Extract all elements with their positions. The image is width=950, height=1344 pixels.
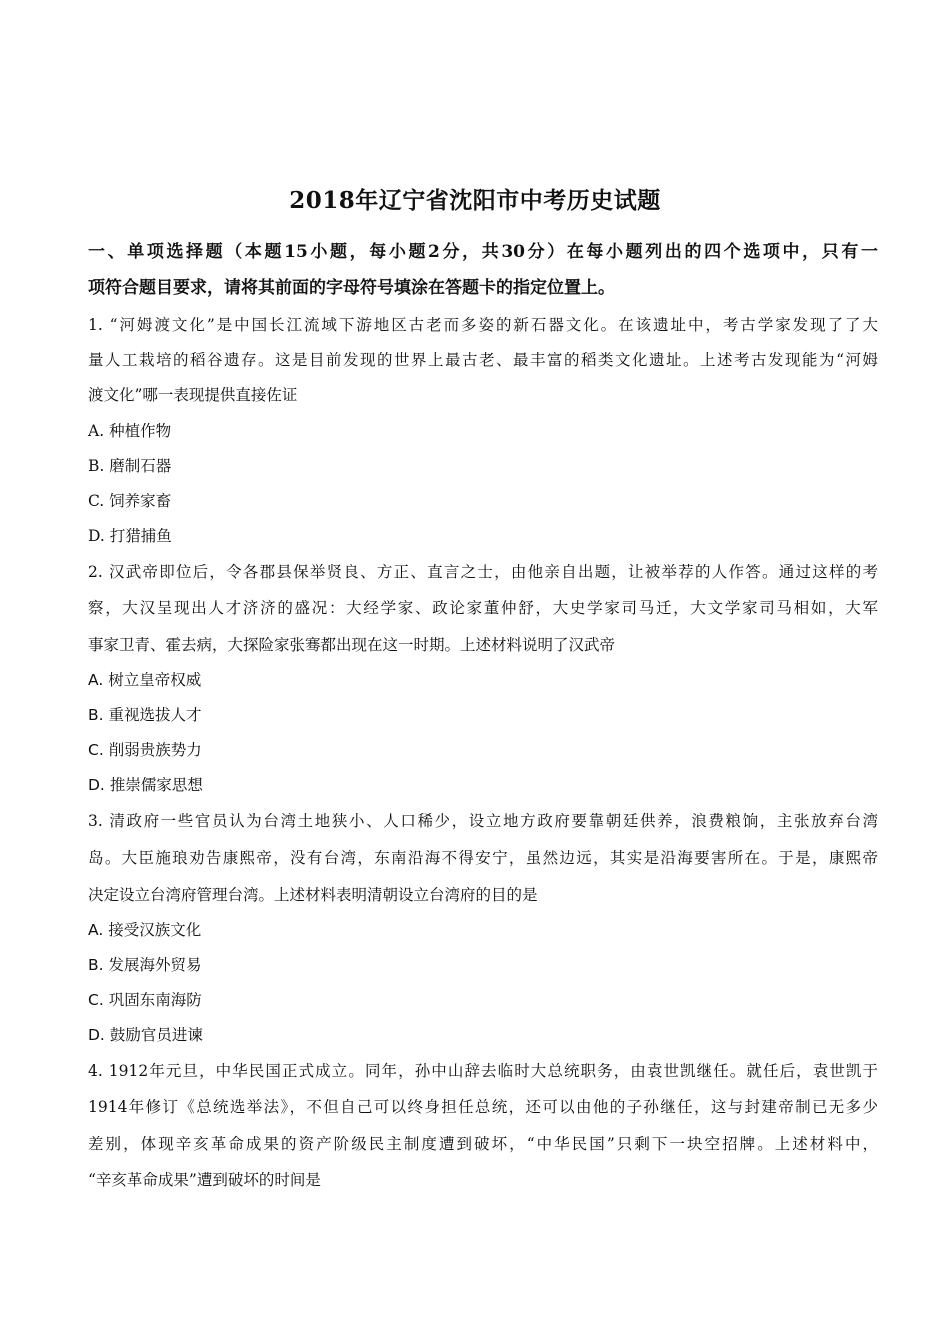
question-text-line: 察，大汉呈现出人才济济的盛况：大经学家、政论家董仲舒，大史学家司马迁，大文学家司马相如，大军 <box>88 599 878 617</box>
option-letter: B. <box>88 706 104 724</box>
question-text-line: “辛亥革命成果”遭到破坏的时间是 <box>88 1171 321 1189</box>
section-instruction-line-2: 项符合题目要求，请将其前面的字母符号填涂在答题卡的指定位置上。 <box>88 278 615 298</box>
option-letter: C. <box>88 991 104 1009</box>
option-text: 种植作物 <box>109 422 172 440</box>
option-b <box>88 449 171 483</box>
option-letter: A. <box>88 671 104 689</box>
question-text-line: 1. “河姆渡文化”是中国长江流域下游地区古老而多姿的新石器文化。在该遗址中，考古学家发现了了大 <box>88 316 878 334</box>
question-text-line: 岛。大臣施琅劝告康熙帝，没有台湾，东南沿海不得安宁，虽然边远，其实是沿海要害所在。于是，康熙帝 <box>88 849 878 867</box>
question-text-line: 3. 清政府一些官员认为台湾土地狭小、人口稀少，设立地方政府要靠朝廷供养，浪费粮饷，主张放弃台湾 <box>88 812 878 830</box>
section-instruction-line-1: 一、单项选择题（本题15小题，每小题2分，共30分）在每小题列出的四个选项中，只有一 <box>88 242 878 262</box>
option-d <box>88 1018 203 1052</box>
option-text: 树立皇帝权威 <box>108 671 202 689</box>
option-letter: A. <box>88 422 105 440</box>
question-text-line: 1914年修订《总统选举法》，不但自己可以终身担任总统，还可以由他的子孙继任，这与封建帝制已无多少 <box>88 1098 878 1116</box>
option-a <box>88 913 201 947</box>
option-a <box>88 414 171 448</box>
option-text: 削弱贵族势力 <box>108 741 202 759</box>
option-c <box>88 733 202 767</box>
option-d <box>88 519 172 553</box>
option-text: 发展海外贸易 <box>108 956 202 974</box>
question-text-line: 差别，体现辛亥革命成果的资产阶级民主制度遭到破坏，“中华民国”只剩下一块空招牌。上述材料中， <box>88 1135 878 1153</box>
option-b <box>88 948 202 982</box>
option-letter: B. <box>88 457 105 475</box>
page-title: 2018年辽宁省沈阳市中考历史试题 <box>289 187 661 214</box>
question-text-line: 事家卫青、霍去病，大探险家张骞都出现在这一时期。上述材料说明了汉武帝 <box>88 636 616 654</box>
option-letter: B. <box>88 956 104 974</box>
option-c <box>88 484 171 518</box>
option-c <box>88 983 202 1017</box>
option-text: 打猎捕鱼 <box>109 527 172 545</box>
option-letter: D. <box>88 1026 105 1044</box>
option-letter: A. <box>88 921 104 939</box>
question-text-line: 决定设立台湾府管理台湾。上述材料表明清朝设立台湾府的目的是 <box>88 886 538 904</box>
question-text-line: 渡文化”哪一表现提供直接佐证 <box>88 386 298 404</box>
question-text-line: 2. 汉武帝即位后，令各郡县保举贤良、方正、直言之士，由他亲自出题，让被举荐的人作答。通过这样的考 <box>88 563 878 581</box>
option-letter: D. <box>88 776 105 794</box>
option-text: 巩固东南海防 <box>108 991 202 1009</box>
option-b <box>88 698 202 732</box>
question-text-line: 4. 1912年元旦，中华民国正式成立。同年，孙中山辞去临时大总统职务，由袁世凯继任。就任后，袁世凯于 <box>88 1062 878 1080</box>
option-text: 接受汉族文化 <box>108 921 202 939</box>
option-text: 磨制石器 <box>109 457 172 475</box>
option-text: 重视选拔人才 <box>108 706 202 724</box>
option-letter: C. <box>88 741 104 759</box>
option-d <box>88 768 203 802</box>
option-text: 饲养家畜 <box>109 492 172 510</box>
question-text-line: 量人工栽培的稻谷遗存。这是目前发现的世界上最古老、最丰富的稻类文化遗址。上述考古发现能为“河姆 <box>88 351 878 369</box>
option-letter: C. <box>88 492 105 510</box>
option-letter: D. <box>88 527 105 545</box>
option-text: 鼓励官员进谏 <box>109 1026 203 1044</box>
option-text: 推崇儒家思想 <box>109 776 203 794</box>
option-a <box>88 663 201 697</box>
